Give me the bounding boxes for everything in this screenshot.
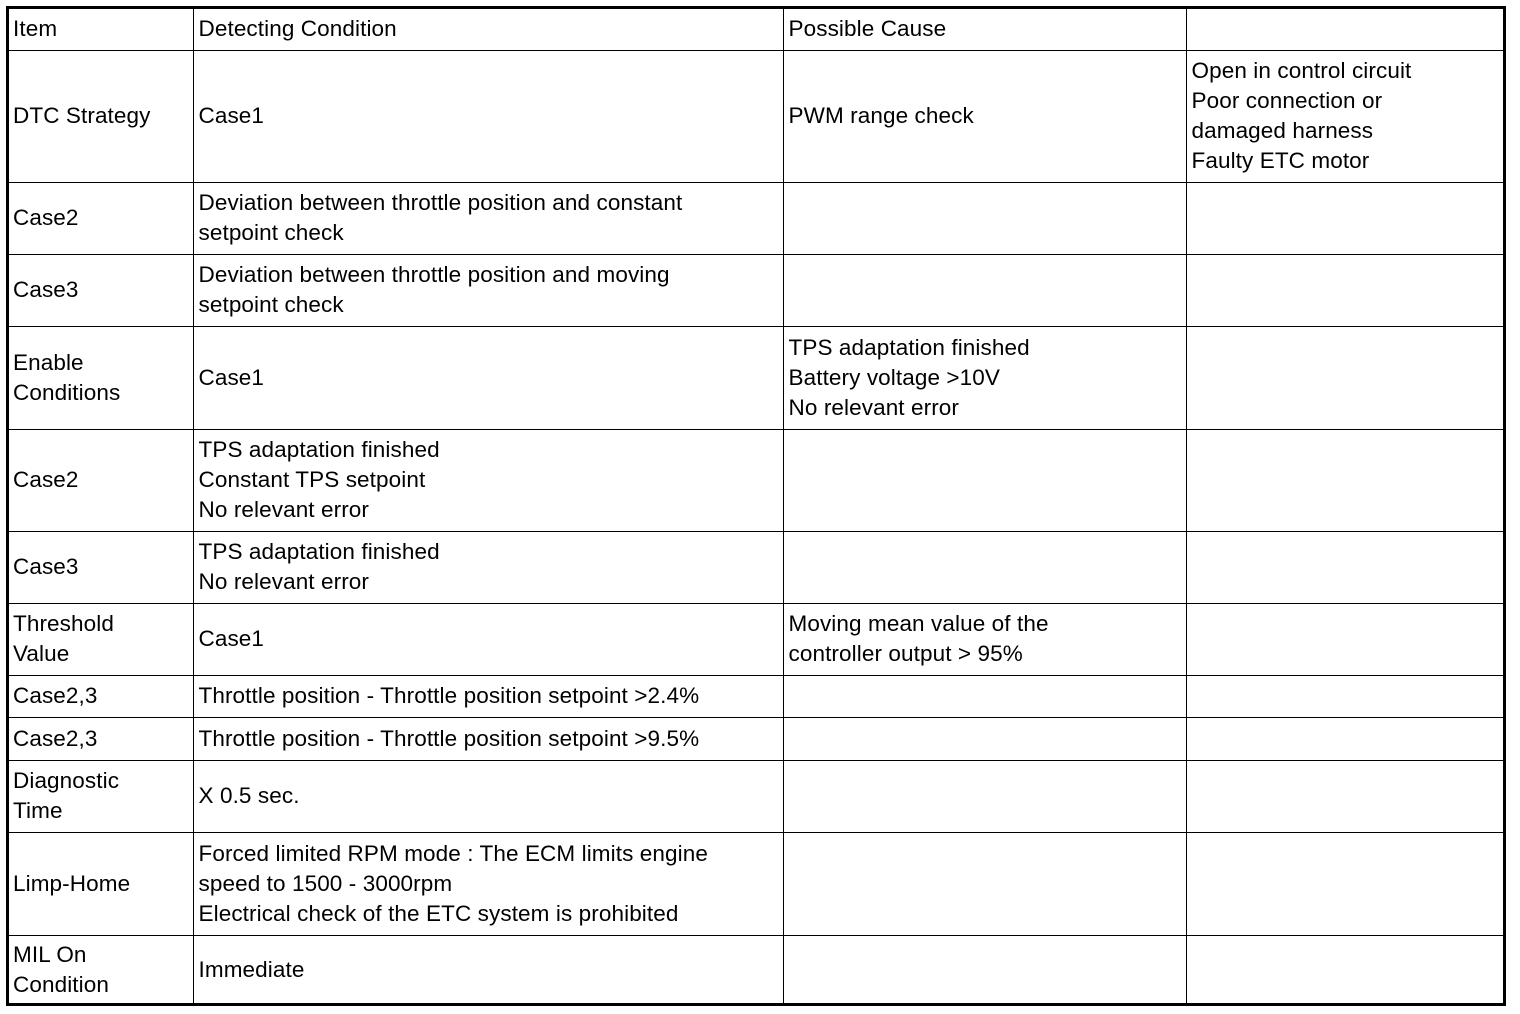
table-cell xyxy=(783,531,1186,603)
dtc-table xyxy=(9,9,1503,1005)
table-cell: Throttle position - Throttle position setpoint >2.4% xyxy=(193,675,783,717)
table-cell xyxy=(1186,254,1503,326)
table-cell: Diagnostic Time xyxy=(9,760,193,832)
table-cell: MIL On Condition xyxy=(9,935,193,1005)
table-row xyxy=(9,603,1503,675)
table-cell xyxy=(783,760,1186,832)
table-cell xyxy=(1186,326,1503,429)
table-cell xyxy=(783,254,1186,326)
table-row xyxy=(9,717,1503,760)
table-cell: Case1 xyxy=(193,326,783,429)
header-item: Item xyxy=(9,9,193,50)
table-cell xyxy=(783,182,1186,254)
table-cell: Case1 xyxy=(193,603,783,675)
table-cell: Threshold Value xyxy=(9,603,193,675)
table-cell: Moving mean value of the controller output > 95% xyxy=(783,603,1186,675)
table-cell xyxy=(783,832,1186,935)
table-cell: Open in control circuit Poor connection or damaged harness Faulty ETC motor xyxy=(1186,50,1503,182)
table-cell: Deviation between throttle position and moving setpoint check xyxy=(193,254,783,326)
table-cell: Case2,3 xyxy=(9,675,193,717)
table-cell: Case2 xyxy=(9,182,193,254)
table-cell: Limp-Home xyxy=(9,832,193,935)
table-cell: PWM range check xyxy=(783,50,1186,182)
table-cell: Immediate xyxy=(193,935,783,1005)
table-cell: DTC Strategy xyxy=(9,50,193,182)
table-cell: Case3 xyxy=(9,531,193,603)
table-cell: TPS adaptation finished No relevant error xyxy=(193,531,783,603)
table-row xyxy=(9,760,1503,832)
table-row xyxy=(9,254,1503,326)
table-cell: TPS adaptation finished Battery voltage >10V No relevant error xyxy=(783,326,1186,429)
table-cell: Forced limited RPM mode : The ECM limits engine speed to 1500 - 3000rpm Electrical check of the ETC system is prohibited xyxy=(193,832,783,935)
table-cell xyxy=(1186,182,1503,254)
table-cell xyxy=(1186,675,1503,717)
table-cell xyxy=(783,429,1186,531)
table-row xyxy=(9,326,1503,429)
table-cell: TPS adaptation finished Constant TPS setpoint No relevant error xyxy=(193,429,783,531)
table-cell xyxy=(1186,429,1503,531)
header-detecting-condition: Detecting Condition xyxy=(193,9,783,50)
table-cell xyxy=(783,675,1186,717)
table-cell: Throttle position - Throttle position setpoint >9.5% xyxy=(193,717,783,760)
header-possible-cause: Possible Cause xyxy=(783,9,1186,50)
table-cell xyxy=(1186,717,1503,760)
table-cell: Case2,3 xyxy=(9,717,193,760)
table-cell: Deviation between throttle position and constant setpoint check xyxy=(193,182,783,254)
table-cell xyxy=(1186,603,1503,675)
table-row xyxy=(9,935,1503,1005)
table-cell: Case3 xyxy=(9,254,193,326)
header-blank xyxy=(1186,9,1503,50)
dtc-table-frame xyxy=(6,6,1506,1006)
table-cell xyxy=(783,717,1186,760)
table-cell xyxy=(1186,832,1503,935)
table-cell: X 0.5 sec. xyxy=(193,760,783,832)
table-row xyxy=(9,429,1503,531)
table-row xyxy=(9,182,1503,254)
table-row xyxy=(9,675,1503,717)
table-cell xyxy=(1186,531,1503,603)
table-header-row xyxy=(9,9,1503,50)
table-cell xyxy=(783,935,1186,1005)
table-cell: Case1 xyxy=(193,50,783,182)
table-cell: Case2 xyxy=(9,429,193,531)
table-row xyxy=(9,531,1503,603)
table-row xyxy=(9,50,1503,182)
table-row xyxy=(9,832,1503,935)
table-cell xyxy=(1186,935,1503,1005)
table-cell: Enable Conditions xyxy=(9,326,193,429)
table-cell xyxy=(1186,760,1503,832)
